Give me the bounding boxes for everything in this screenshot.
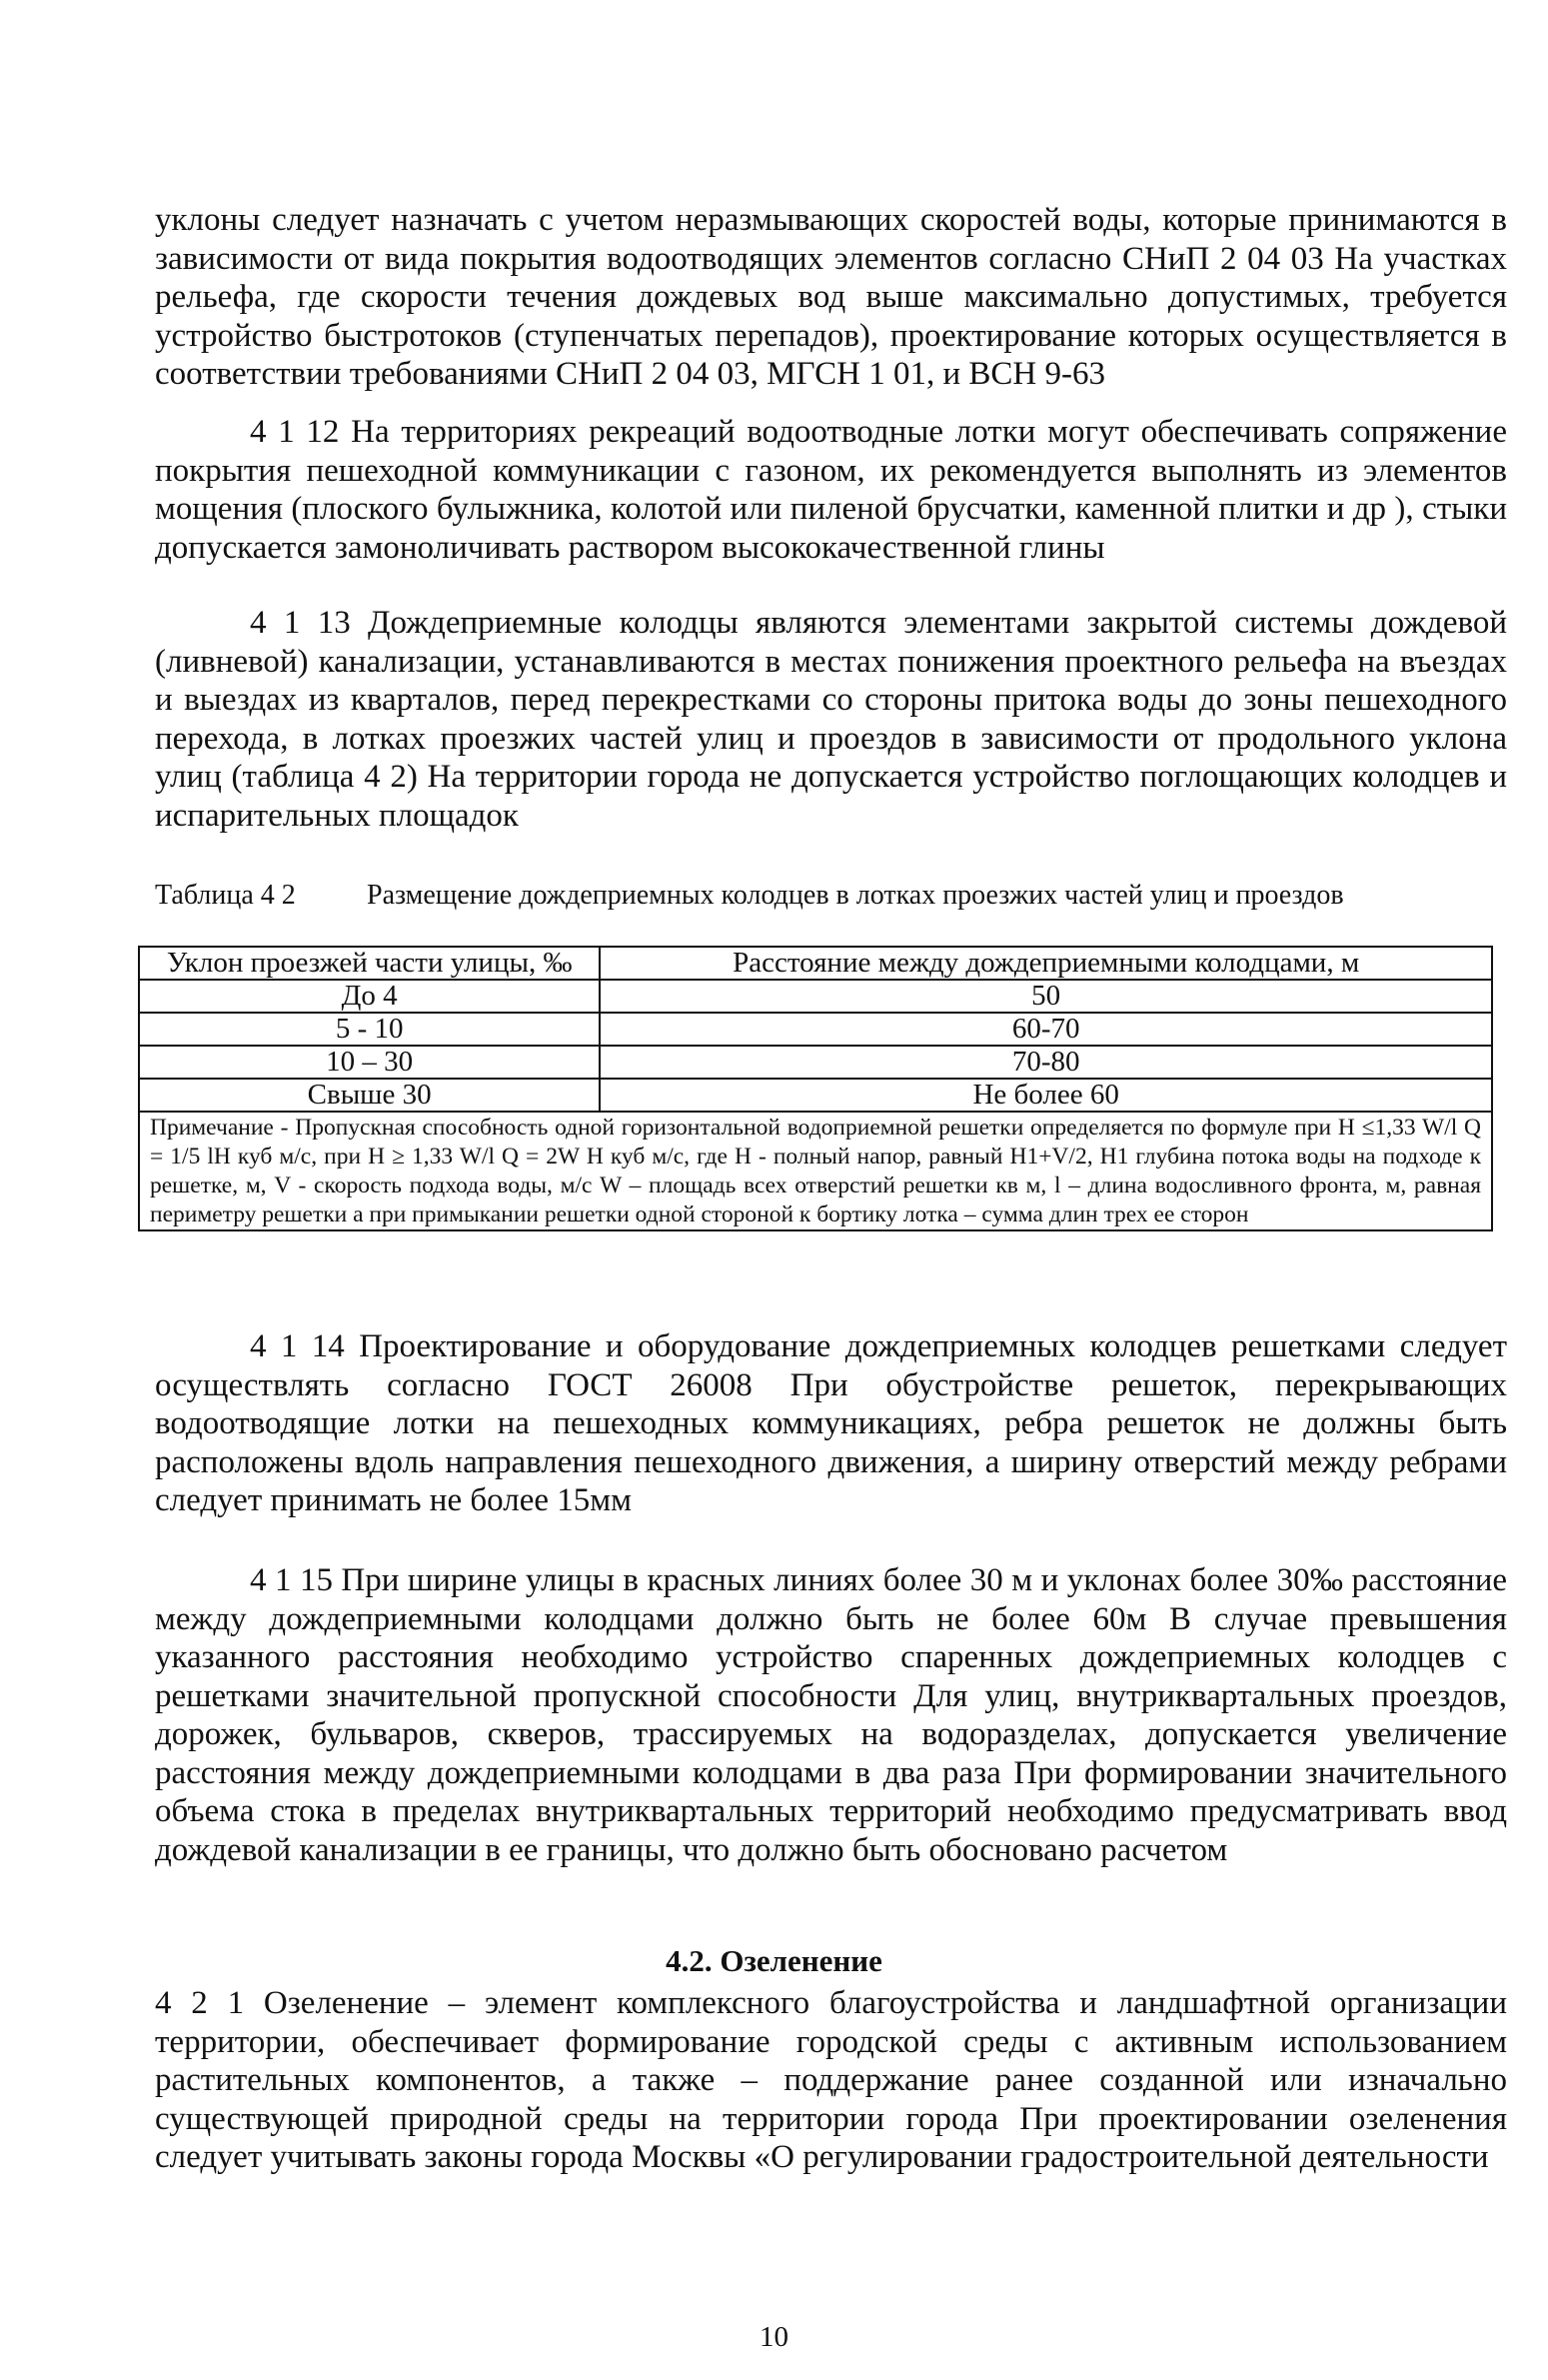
table-cell: 50 [600, 980, 1492, 1013]
paragraph-slopes: уклоны следует назначать с учетом неразмывающих скоростей воды, которые принимаются в зависимости от вида покрытия водоотводящих элементов согласно СНиП 2 04 03 На участках рельефа, где скорости течения дождевых вод выше максимально допустимых, требуется устройство быстротоков (ступенчатых перепадов), проектирование которых осуществляется в соответствии требованиями СНиП 2 04 03, МГСН 1 01, и ВСН 9-63 [155, 202, 1507, 392]
table-row [139, 1013, 1492, 1046]
column-header-slope: Уклон проезжей части улицы, ‰ [139, 947, 600, 980]
paragraph-4-1-12 [155, 413, 1507, 567]
paragraph-text: 4 1 15 При ширине улицы в красных линиях более 30 м и уклонах более 30‰ расстояние между дождеприемными колодцами должно быть не более 60м В случае превышения указанного расстояния необходимо устройство спаренных дождеприемных колодцев с решетками значительной пропускной способности Для улиц, внутриквартальных проездов, дорожек, бульваров, скверов, трассируемых на водоразделах, допускается увеличение расстояния между дождеприемными колодцами в два раза При формировании значительного объема стока в пределах внутриквартальных территорий необходимо предусматривать ввод дождевой канализации в ее границы, что должно быть обосновано расчетом [155, 1562, 1507, 1868]
table-number: Таблица 4 2 [155, 880, 296, 911]
table-cell: 5 - 10 [139, 1013, 600, 1046]
table-note-row [139, 1112, 1492, 1230]
paragraph-text: 4 1 14 Проектирование и оборудование дождеприемных колодцев решетками следует осуществлять согласно ГОСТ 26008 При обустройстве решеток, перекрывающих водоотводящие лотки на пешеходных коммуникациях, ребра решеток не должны быть расположены вдоль направления пешеходного движения, а ширину отверстий между ребрами следует принимать не более 15мм [155, 1328, 1507, 1518]
table-row [139, 980, 1492, 1013]
table-cell: Свыше 30 [139, 1079, 600, 1112]
column-header-distance: Расстояние между дождеприемными колодцами, м [600, 947, 1492, 980]
table-note: Примечание - Пропускная способность одной горизонтальной водоприемной решетки определяется по формуле при H ≤1,33 W/l Q = 1/5 lH куб м/с, при H ≥ 1,33 W/l Q = 2W H куб м/с, где H - полный напор, равный H1+V/2, H1 глубина потока воды на подходе к решетке, м, V - скорость подхода воды, м/с W – площадь всех отверстий решетки кв м, l – длина водосливного фронта, м, равная периметру решетки а при примыкании решетки одной стороной к бортику лотка – сумма длин трех ее сторон [139, 1112, 1492, 1230]
table-cell: Не более 60 [600, 1079, 1492, 1112]
table-header-row [139, 947, 1492, 980]
paragraph-text: 4 1 12 На территориях рекреаций водоотводные лотки могут обеспечивать сопряжение покрытия пешеходной коммуникации с газоном, их рекомендуется выполнять из элементов мощения (плоского булыжника, колотой или пиленой брусчатки, каменной плитки и др ), стыки допускается замоноличивать раствором высококачественной глины [155, 414, 1507, 566]
section-heading: 4.2. Озеленение [666, 1943, 882, 1978]
paragraph-4-2-1: 4 2 1 Озеленение – элемент комплексного благоустройства и ландшафтной организации территории, обеспечивает формирование городской среды с активным использованием растительных компонентов, а также – поддержание ранее созданной или изначально существующей природной среды на территории города При проектировании озеленения следует учитывать законы города Москвы «О регулировании градостроительной деятельности [155, 1985, 1507, 2175]
drain-well-table [138, 946, 1493, 1231]
paragraph-text: 4 1 13 Дождеприемные колодцы являются элементами закрытой системы дождевой (ливневой) канализации, устанавливаются в местах понижения проектного рельефа на въездах и выездах из кварталов, перед перекрестками со стороны притока воды до зоны пешеходного перехода, в лотках проезжих частей улиц и проездов в зависимости от продольного уклона улиц (таблица 4 2) На территории города не допускается устройство поглощающих колодцев и испарительных площадок [155, 605, 1507, 834]
table-cell: До 4 [139, 980, 600, 1013]
table-row [139, 1046, 1492, 1079]
paragraph-4-1-13 [155, 604, 1507, 835]
paragraph-4-1-15 [155, 1561, 1507, 1869]
table-row [139, 1079, 1492, 1112]
table-caption [155, 878, 1507, 914]
table-cell: 60-70 [600, 1013, 1492, 1046]
table-title: Размещение дождеприемных колодцев в лотках проезжих частей улиц и проездов [367, 880, 1344, 911]
table-cell: 70-80 [600, 1046, 1492, 1079]
page-number: 10 [760, 2321, 788, 2353]
paragraph-4-1-14 [155, 1327, 1507, 1520]
table-cell: 10 – 30 [139, 1046, 600, 1079]
